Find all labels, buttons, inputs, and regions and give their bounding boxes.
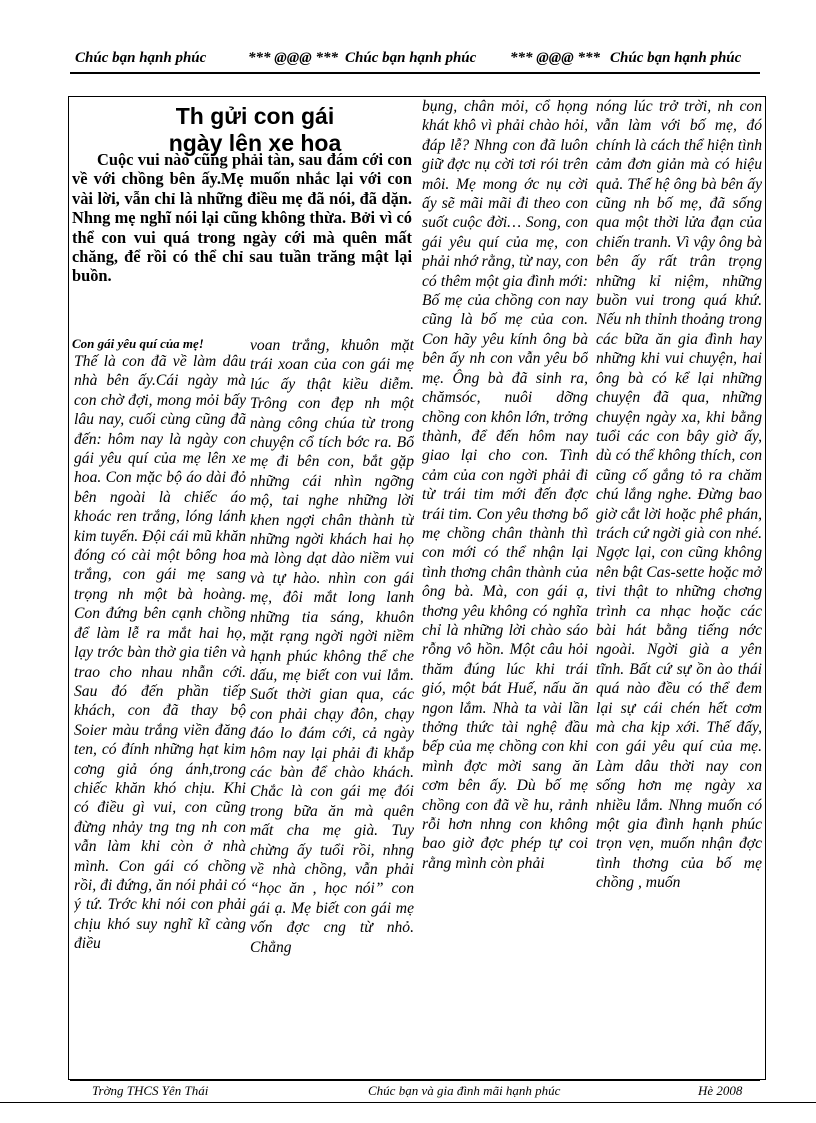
footer-rule [0, 1102, 816, 1103]
text-column-2: voan trắng, khuôn mặt trái xoan của con gái mẹ lúc ấy thật kiều diễm. Trông con đẹp nh một nàng công chúa từ trong chuyện cổ tích bớc ra. Bố mẹ đi bên con, bắt gặp những cái nhìn ngỡng mộ, tai nghe những lời khen ngợi chân thành từ những ngời khách hai họ mà lòng dạt dào niềm vui và tự hào. nhìn con gái mẹ, đôi mắt long lanh những tia sáng, khuôn mặt rạng ngời ngời niềm hạnh phúc không thể che dấu, mẹ biết con vui lắm. Suốt thời gian qua, các con phải chạy đôn, chạy đáo lo đám cới, cả ngày hôm nay lại phải đi khắp các bàn để chào khách. Chắc là con gái mẹ đói trong bữa ăn mà quên mất cha mẹ già. Tuy chừng ấy tuổi rồi, nhng về nhà chồng, vẫn phải “học ăn , học nói” con gái ạ. Mẹ biết con gái mẹ vốn đợc cng từ nhỏ. Chẳng [250, 337, 414, 956]
header-segment: *** @@@ *** [510, 50, 600, 66]
page-footer [70, 1080, 760, 1099]
header-segment: Chúc bạn hạnh phúc [75, 50, 207, 66]
article-title [105, 103, 405, 157]
text-column-4: nóng lúc trở trời, nh con vẫn làm với bố mẹ, đó chính là cách thể hiện tình cảm đơn giản mà có hiệu quả. Thế hệ ông bà bên ấy cũng nh bố mẹ, đã sống qua một thời lửa đạn của chiến tranh. Vì vậy ông bà bên ấy rất trân trọng những kỉ niệm, những buồn vui trong quá khứ. Nếu nh thỉnh thoảng trong các bữa ăn gia đình hay những khi vui chuyện, hai ông bà có kể lại những chuyện đã qua, những chuyện ngày xa, khi bằng tuổi các con bây giờ ấy, dù có thể không thích, con cũng cố gắng tỏ ra chăm chú lắng nghe. Đừng bao giờ cắt lời hoặc phê phán, trách cứ ngời già con nhé. Ngợc lại, con cũng không nên bật Cas-sette hoặc mở tivi thật to những chơng trình ca nhạc hoặc các bài hát bằng tiếng nớc ngoài. Ngời già a yên tĩnh. Bất cứ sự ồn ào thái quá nào đều có thể đem lại sự cái chén hết cơm mà cha kịp xới. Thế đấy, con gái yêu quí của mẹ. Làm dâu thời nay con sống hơn mẹ ngày xa nhiều lắm. Nhng muốn có một gia đình hạnh phúc trọn vẹn, muốn nhận đợc tình thơng của bố mẹ chồng , muốn [596, 98, 762, 892]
title-line-2: ngày lên xe hoa [168, 130, 342, 156]
title-line-1: Th gửi con gái [175, 103, 335, 129]
header-segment: *** @@@ *** [248, 50, 338, 66]
header-segment: Chúc bạn hạnh phúc [345, 50, 477, 66]
footer-wish: Chúc bạn và gia đình mãi hạnh phúc [368, 1083, 561, 1098]
salutation: Con gái yêu quí của mẹ! [72, 336, 204, 351]
text-column-3: bụng, chân mỏi, cổ họng khát khô vì phải chào hỏi, đáp lễ? Nhng con đã luôn giữ đợc nụ cời tơi rói trên môi. Mẹ mong ớc nụ cời ấy sẽ mãi mãi đi theo con suốt cuộc đời… Song, con gái yêu quí của mẹ, con phải nhớ rằng, từ nay, con có thêm một gia đình mới: Bố mẹ của chồng con nay cũng là bố mẹ của con. Con hãy yêu kính ông bà bên ấy nh con vẫn yêu bố mẹ. Ông bà đã sinh ra, chămsóc, nuôi dỡng chồng con khôn lớn, trởng thành, để đến hôm nay giao lại cho con. Tình cảm của con ngời phải đi từ trái tim mới đến đợc trái tim. Con yêu thơng bố mẹ chồng chân thành thì con mới có thể nhận lại tình thơng chân thành của ông bà. Mà, con gái ạ, thơng yêu không có nghĩa chỉ là những lời chào sáo rỗng vô hồn. Một câu hỏi thăm đúng lúc khi trái gió, một bát Huế, nấu ăn ngon lắm. Nhà ta vài lần thởng thức tài nghệ đầu bếp của mẹ chồng con khi mình đợc mời sang ăn cơm bên ấy. Dù bố mẹ chồng con đã về hu, rảnh rỗi hơn nhng con không bao giờ đợc phép tự coi rằng mình còn phải [422, 98, 588, 872]
header-segment: Chúc bạn hạnh phúc [610, 50, 742, 66]
footer-date: Hè 2008 [698, 1083, 743, 1098]
footer-school: Trờng THCS Yên Thái [92, 1083, 209, 1098]
page-header [70, 50, 760, 74]
text-column-1: Thế là con đã về làm dâu nhà bên ấy.Cái ngày mà con chờ đợi, mong mỏi bấy lâu nay, cuối cùng cũng đã đến: hôm nay là ngày con gái yêu quí của mẹ lên xe hoa. Con mặc bộ áo dài đỏ bên ngoài là chiếc áo khoác ren trắng, lóng lánh kim tuyến. Đội cái mũ khăn đóng có cài một bông hoa trắng, con gái mẹ sang trọng nh một bà hoàng. Con đứng bên cạnh chồng để làm lễ ra mắt hai họ, lạy trớc bàn thờ gia tiên và trao cho nhau nhẫn cới. Sau đó đến phần tiếp khách, con đã thay bộ Soier màu trắng viền đăng ten, có đính những hạt kim cơng giả óng ánh,trong chiếc khăn khó chịu. Khi có điều gì vui, con cũng đừng nhảy tng tng nh con vẫn làm khi còn ở nhà mình. Con gái có chồng rồi, đi đứng, ăn nói phải có ý tứ. Trớc khi nói con phải chịu khó suy nghĩ kĩ càng điều [74, 353, 246, 953]
intro-paragraph: Cuộc vui nào cũng phải tàn, sau đám cới con về với chồng bên ấy.Mẹ muốn nhắc lại với con vài lời, vẫn chỉ là những điều mẹ đã nói, đã dặn. Nhng mẹ nghĩ nói lại cũng không thừa. Bởi vì có thể con vui quá trong ngày cới mà quên mất chăng, để rồi có thể chỉ sau tuần trăng mật lại buồn. [72, 150, 412, 286]
